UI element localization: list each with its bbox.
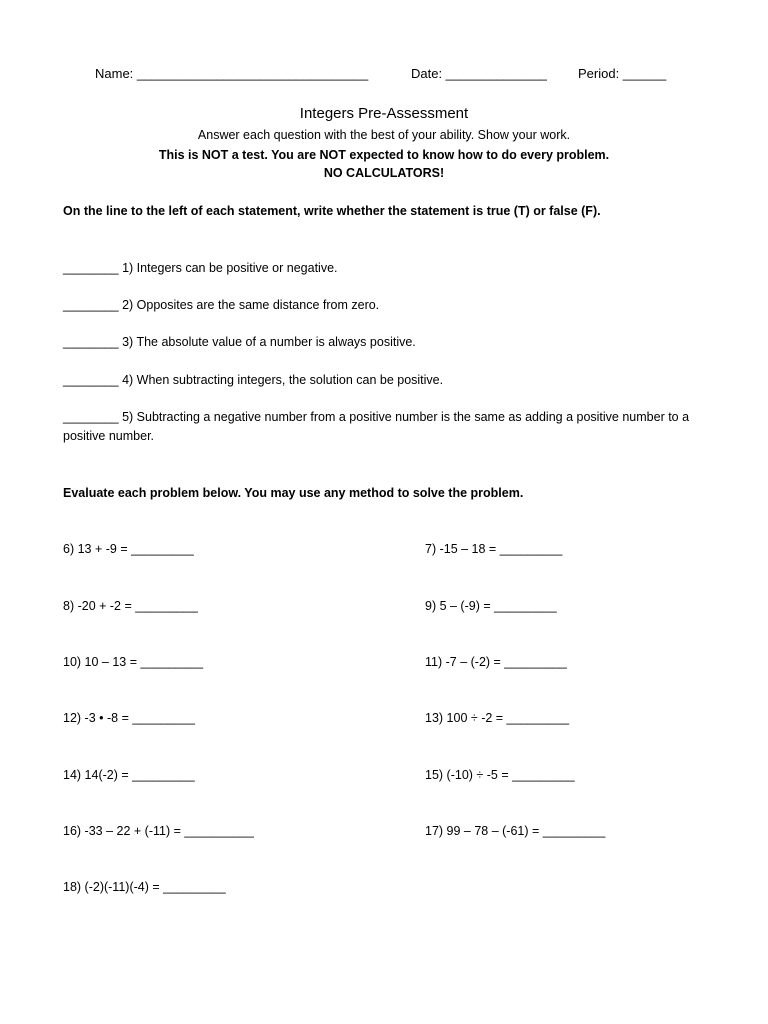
subtitle-line-3: NO CALCULATORS! (323, 166, 445, 180)
problem-7: 7) -15 – 18 = _________ (425, 542, 563, 556)
tf-item-3: ________ 3) The absolute value of a number is always positive. (63, 335, 416, 349)
tf-item-1: ________ 1) Integers can be positive or negative. (63, 261, 338, 275)
problem-12: 12) -3 • -8 = _________ (63, 711, 195, 725)
problem-9: 9) 5 – (-9) = _________ (425, 599, 557, 613)
subtitle-line-2: This is NOT a test. You are NOT expected to know how to do every problem. (158, 148, 610, 162)
problem-17: 17) 99 – 78 – (-61) = _________ (425, 824, 606, 838)
tf-item-4: ________ 4) When subtracting integers, the solution can be positive. (63, 373, 444, 387)
problem-13: 13) 100 ÷ -2 = _________ (425, 711, 570, 725)
page-title: Integers Pre-Assessment (299, 105, 469, 122)
problem-6: 6) 13 + -9 = _________ (63, 542, 194, 556)
section2-instruction: Evaluate each problem below. You may use any method to solve the problem. (63, 486, 524, 500)
problem-14: 14) 14(-2) = _________ (63, 768, 195, 782)
problem-10: 10) 10 – 13 = _________ (63, 655, 204, 669)
problem-8: 8) -20 + -2 = _________ (63, 599, 198, 613)
period-field: Period: ______ (578, 66, 667, 81)
tf-item-2: ________ 2) Opposites are the same distance from zero. (63, 298, 380, 312)
date-field: Date: ______________ (411, 66, 547, 81)
tf-item-5: ________ 5) Subtracting a negative number from a positive number is the same as adding a positive number to a positive number. (63, 410, 690, 443)
name-field: Name: ________________________________ (95, 66, 369, 81)
problem-11: 11) -7 – (-2) = _________ (425, 655, 567, 669)
problem-18: 18) (-2)(-11)(-4) = _________ (63, 880, 226, 894)
subtitle-line-1: Answer each question with the best of your ability. Show your work. (197, 128, 571, 142)
section1-instruction: On the line to the left of each statement, write whether the statement is true (T) or false (F). (63, 204, 601, 218)
problem-15: 15) (-10) ÷ -5 = _________ (425, 768, 575, 782)
problem-16: 16) -33 – 22 + (-11) = __________ (63, 824, 254, 838)
